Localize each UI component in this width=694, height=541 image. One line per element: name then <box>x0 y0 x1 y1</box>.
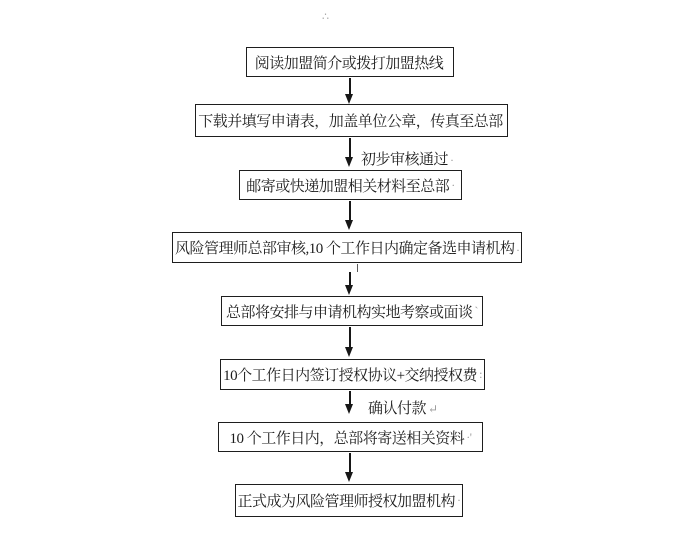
flow-arrow-down-icon <box>345 391 354 414</box>
arrow-line <box>349 201 351 221</box>
flow-arrow-down-icon <box>345 453 354 482</box>
arrow-head <box>345 285 353 295</box>
flow-step-sign-agreement <box>220 359 485 390</box>
arrow-head <box>345 347 353 357</box>
artifact-tail: ↵ <box>428 402 438 416</box>
flow-step-site-visit <box>221 296 483 326</box>
flow-arrow-down-icon <box>345 272 354 295</box>
flow-step-label: 总部将安排与申请机构实地考察或面谈 <box>225 304 473 321</box>
flow-step-label: 邮寄或快递加盟相关材料至总部 <box>246 178 450 195</box>
flow-step-download-form <box>195 104 508 137</box>
flow-step-mail-materials <box>239 170 462 200</box>
artifact-tail: ·' <box>466 429 472 444</box>
arrow-line <box>349 391 351 405</box>
flow-arrow-down-icon <box>345 138 354 167</box>
flow-arrow-down-icon <box>345 201 354 230</box>
arrow-head <box>345 472 353 482</box>
arrow-line <box>349 78 351 95</box>
arrow-line <box>349 272 351 286</box>
edge-label-text: 确认付款 <box>368 401 427 417</box>
arrow-head <box>345 94 353 104</box>
flow-step-hq-review <box>172 232 522 263</box>
artifact-tail: . <box>516 240 519 254</box>
flow-step-label: 下载并填写申请表，加盖单位公章，传真至总部 <box>198 114 503 130</box>
arrow-head <box>345 404 353 414</box>
arrow-line <box>349 138 351 158</box>
flow-step-send-materials <box>218 422 483 452</box>
edge-label-text: 初步审核通过 <box>361 152 449 168</box>
flow-step-label: 10个工作日内签订授权协议+交纳授权费 <box>223 368 478 384</box>
edge-label-confirm-payment <box>368 397 438 418</box>
arrow-head <box>345 157 353 167</box>
artifact-tail: · <box>451 177 455 192</box>
artifact-tail: · <box>457 493 461 507</box>
flow-step-label: 风险管理师总部审核,10 个工作日内确定备选申请机构 <box>174 241 515 257</box>
flow-step-become-authorized <box>235 484 463 517</box>
flow-arrow-down-icon <box>345 78 354 104</box>
flow-arrow-down-icon <box>345 327 354 357</box>
arrow-line <box>349 327 351 348</box>
artifact-tail: ` <box>474 303 478 318</box>
flow-step-label: 阅读加盟简介或拨打加盟热线 <box>254 55 444 72</box>
connector-tick <box>357 264 358 272</box>
arrow-line <box>349 453 351 473</box>
flow-step-label: 10 个工作日内，总部将寄送相关资料 <box>229 430 465 447</box>
artifact-tail: : <box>479 367 482 381</box>
flow-step-label: 正式成为风险管理师授权加盟机构 <box>237 494 455 510</box>
edge-label-preliminary-review <box>361 148 454 169</box>
artifact-tail: · <box>450 153 454 167</box>
scan-artifact-mark: ∴ <box>322 11 329 23</box>
flow-step-read-intro <box>246 47 454 77</box>
arrow-head <box>345 220 353 230</box>
